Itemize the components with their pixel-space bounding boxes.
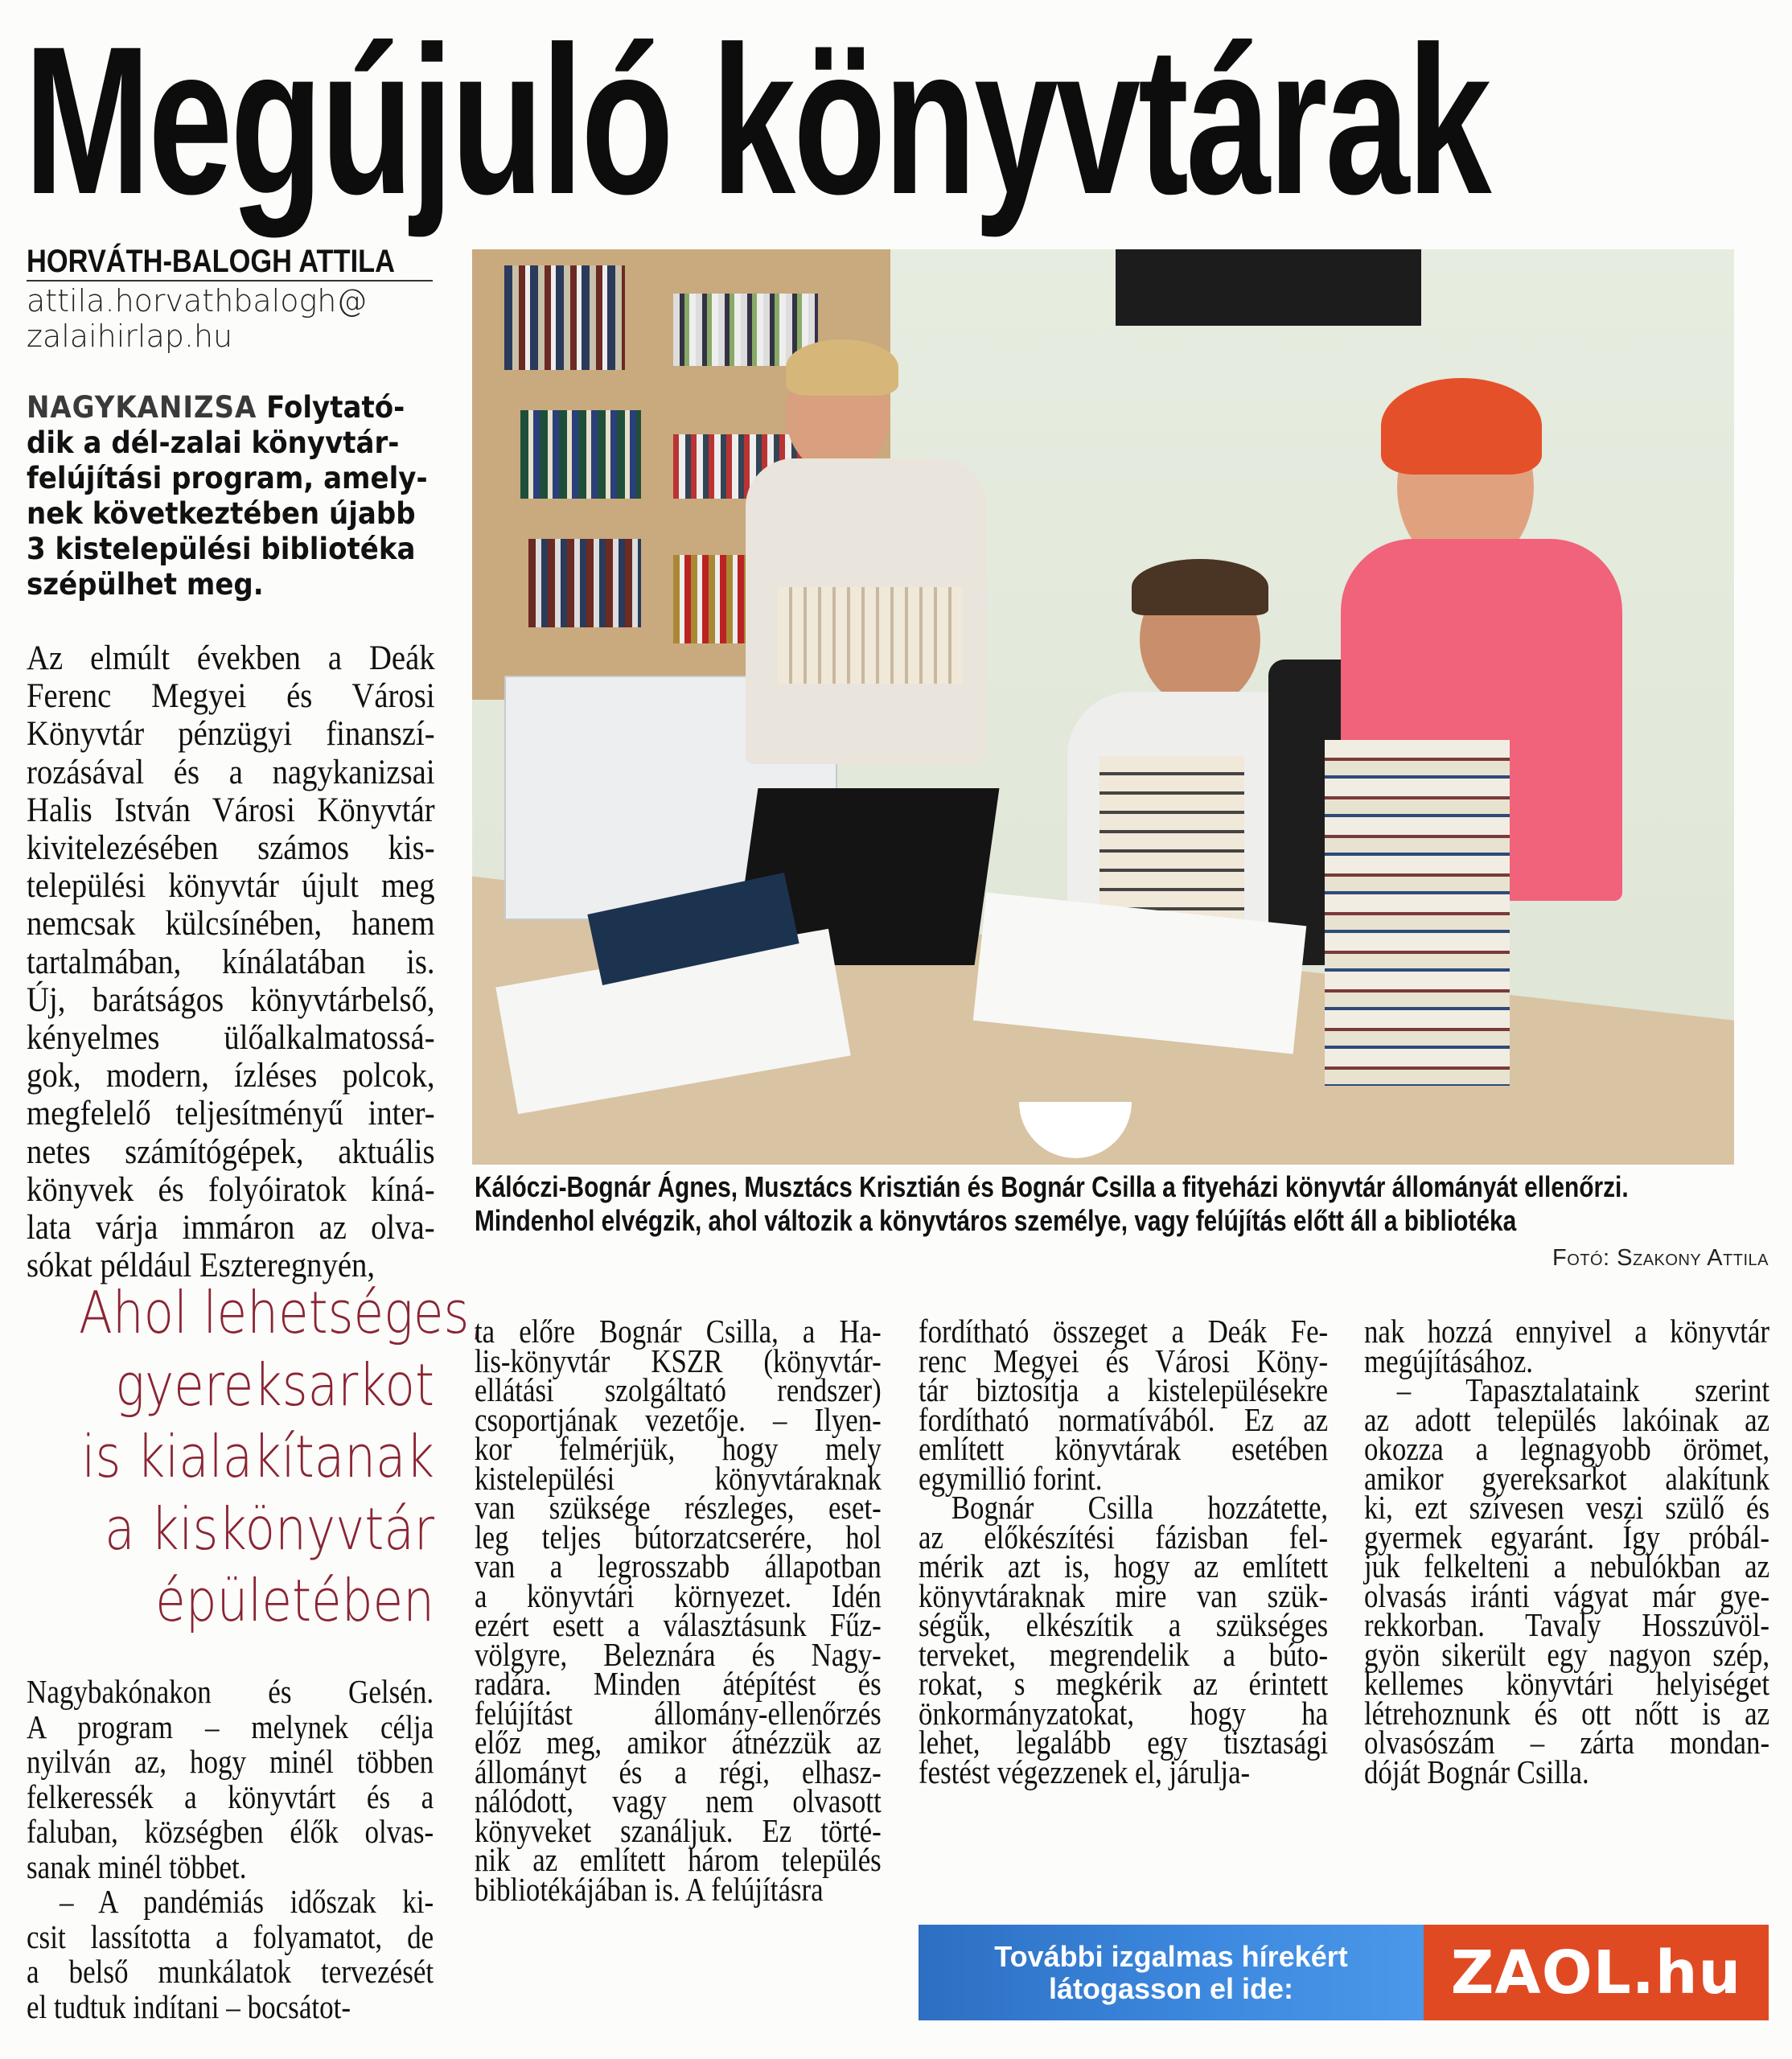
text-line: olvasás iránti vágyat már gye- <box>1364 1576 1770 1614</box>
text-line: renc Megyei és Városi Köny- <box>919 1342 1329 1379</box>
text-line: önkormányzatokat, hogy ha <box>919 1694 1329 1732</box>
text-line: nemcsak külcsínében, hanem <box>27 905 435 943</box>
text-line: könyvtáraknak mire van szük- <box>919 1576 1329 1614</box>
text-line: Új, barátságos könyvtárbelső, <box>27 980 435 1019</box>
text-line: felújítást állomány-ellenőrzés <box>475 1694 882 1732</box>
text-line: sanak minél többet. <box>27 1847 247 1885</box>
text-line: radára. Minden átépítést és <box>475 1665 882 1702</box>
text-line: Nagybakónakon és Gelsén. <box>27 1673 434 1710</box>
text-line: ezért esett a választásunk Fűz- <box>475 1606 882 1643</box>
text-line: lehet, legalább egy tisztasági <box>919 1724 1329 1761</box>
text-line: a könyvtári környezet. Idén <box>475 1576 882 1614</box>
text-line: a belső munkálatok tervezését <box>27 1953 434 1990</box>
books-in-hands <box>778 587 963 684</box>
text-line: előz meg, amikor átnézzük az <box>475 1724 882 1761</box>
text-line: – A pandémiás időszak ki- <box>60 1883 434 1920</box>
text-line: az adott település lakóinak az <box>1364 1400 1770 1438</box>
person-hair <box>1132 559 1268 615</box>
lead-line <box>27 567 441 602</box>
text-line: tartalmában, kínálatában is. <box>27 943 435 981</box>
text-line: netes számítógépek, aktuális <box>27 1132 435 1171</box>
body-column-2 <box>475 1313 882 1908</box>
banner-line-1: További izgalmas hírekért <box>994 1939 1348 1973</box>
text-line: Könyvtár pénzügyi finanszí- <box>27 715 435 754</box>
person-hair <box>1381 378 1542 475</box>
text-line: gok, modern, ízléses polcok, <box>27 1057 435 1095</box>
body-column-3 <box>919 1313 1329 1790</box>
text-line: állományt és a régi, elhasz- <box>475 1753 882 1790</box>
lead-paragraph <box>27 390 441 602</box>
headline: Megújuló könyvtárak <box>24 2 1490 238</box>
zaol-banner[interactable] <box>919 1925 1769 2020</box>
books <box>528 539 641 627</box>
pull-quote-line: is kialakítanak <box>81 1423 434 1490</box>
lead-text: szépülhet meg. <box>27 567 264 602</box>
text-line: Az elmúlt években a Deák <box>27 639 435 677</box>
text-line: egymillió forint. <box>919 1459 1103 1497</box>
text-line: tár biztosítja a kistelepülésekre <box>919 1371 1329 1408</box>
pull-quote-line: a kiskönyvtár <box>105 1494 434 1563</box>
text-line: rozásával és a nagykanizsai <box>27 753 435 791</box>
caption-line-1: Kálóczi-Bognár Ágnes, Musztács Krisztián és Bognár Csilla a fityeházi könyvtár állományát ellenőrzi. <box>475 1170 1629 1203</box>
text-line: települési könyvtár újult meg <box>27 867 435 906</box>
text-line: kellemes könyvtári helyiséget <box>1364 1665 1770 1702</box>
photo-caption <box>475 1170 1676 1238</box>
text-line: nyilván az, hogy minél többen <box>27 1743 434 1780</box>
text-line: ellátási szolgáltató rendszer) <box>475 1371 882 1408</box>
text-line: gyön sikerült egy nagyon szép, <box>1364 1635 1770 1673</box>
caption-line-2: Mindenhol elvégzik, ahol változik a könyvtáros személye, vagy felújítás előtt áll a bibliotéka <box>475 1204 1517 1237</box>
author-email-line2[interactable]: zalaihirlap.hu <box>27 319 233 354</box>
text-line: fordítható összeget a Deák Fe- <box>919 1313 1329 1350</box>
books <box>504 265 625 370</box>
dateline: NAGYKANIZSA <box>27 390 257 425</box>
text-line: terveket, megrendelik a búto- <box>919 1635 1329 1673</box>
text-line: kistelepülési könyvtáraknak <box>475 1459 882 1497</box>
body-column-1-bottom <box>27 1675 434 2024</box>
text-line: az előkészítési fázisban fel- <box>919 1518 1329 1556</box>
text-line: dóját Bognár Csilla. <box>1364 1753 1589 1790</box>
text-line: van a legrosszabb állapotban <box>475 1547 882 1584</box>
text-line: rokat, s megkérik az érintett <box>919 1665 1329 1702</box>
pull-quote-line: Ahol lehetséges, <box>79 1279 485 1346</box>
text-line: nálódott, vagy nem olvasott <box>475 1782 882 1819</box>
lead-line <box>27 496 441 532</box>
text-line: lis-könyvtár KSZR (könyvtár- <box>475 1342 882 1379</box>
text-line: festést végezzenek el, járulja- <box>919 1753 1251 1790</box>
text-line: létrehoznunk és ott nőtt is az <box>1364 1694 1770 1732</box>
lead-text: dik a dél-zalai könyvtár- <box>27 425 400 460</box>
text-line: könyvek és folyóiratok kíná- <box>27 1170 435 1209</box>
author-name: HORVÁTH-BALOGH ATTILA <box>27 243 433 282</box>
banner-line-2: látogasson el ide: <box>1048 1971 1294 2005</box>
text-line: kényelmes ülőalkalmatossá- <box>27 1019 435 1058</box>
lead-text: Folytató- <box>266 390 405 425</box>
text-line: olvasószám – zárta mondan- <box>1364 1724 1770 1761</box>
text-line: – Tapasztalataink szerint <box>1396 1371 1770 1408</box>
text-line: nik az említett három település <box>475 1841 882 1878</box>
author-email-line1[interactable]: attila.horvathbalogh@ <box>27 283 368 319</box>
text-line: ta előre Bognár Csilla, a Ha- <box>475 1313 882 1350</box>
lead-line <box>27 425 441 461</box>
pull-quote-line: gyereksarkot <box>115 1350 434 1419</box>
text-line: Ferenc Megyei és Városi <box>27 677 435 716</box>
text-line: amikor gyereksarkot alakítunk <box>1364 1459 1770 1497</box>
book-stack <box>1325 740 1510 1086</box>
lead-text: nek következtében újabb <box>27 496 416 531</box>
text-line: bibliotékájában is. A felújításra <box>475 1870 824 1908</box>
pull-quote <box>16 1277 485 1638</box>
body-column-1-top <box>27 639 435 1284</box>
books <box>520 410 641 499</box>
body-column-4 <box>1364 1313 1770 1790</box>
text-line: csoportjának vezetője. – Ilyen- <box>475 1400 882 1438</box>
text-line: van szüksége részleges, eset- <box>475 1489 882 1526</box>
text-line: völgyre, Beleznára és Nagy- <box>475 1635 882 1673</box>
lead-line <box>27 390 441 425</box>
text-line: nak hozzá ennyivel a könyvtár <box>1364 1313 1770 1350</box>
lead-text: felújítási program, amely- <box>27 461 428 495</box>
lead-text: 3 kistelepülési bibliotéka <box>27 532 416 566</box>
pull-quote-line: épületében <box>155 1567 435 1634</box>
text-line: sókat például Eszteregnyén, <box>27 1247 376 1285</box>
lead-line <box>27 532 441 567</box>
text-line: A program – melynek célja <box>27 1708 434 1745</box>
text-line: csit lassította a folyamatot, de <box>27 1917 434 1955</box>
text-line: leg teljes bútorzatcserére, hol <box>475 1518 882 1556</box>
text-line: megújításához. <box>1364 1342 1534 1379</box>
article-photo <box>472 249 1734 1165</box>
text-line: Bognár Csilla hozzátette, <box>951 1489 1329 1526</box>
lead-line <box>27 461 441 496</box>
text-line: kor felmérjük, hogy mely <box>475 1430 882 1467</box>
text-line: lata várja immáron az olva- <box>27 1209 435 1247</box>
text-line: könyveket szanáljuk. Ez törté- <box>475 1811 882 1849</box>
text-line: mérik azt is, hogy az említett <box>919 1547 1329 1584</box>
text-line: gyermek egyaránt. Így próbál- <box>1364 1518 1770 1556</box>
text-line: juk felkelteni a nebulókban az <box>1364 1547 1770 1584</box>
text-line: megfelelő teljesítményű inter- <box>27 1095 435 1133</box>
photo-credit: Fotó: Szakony Attila <box>1552 1245 1769 1271</box>
television <box>1116 249 1421 326</box>
text-line: ki, ezt szívesen veszi szülő és <box>1364 1489 1770 1526</box>
text-line: fordítható normatívából. Ez az <box>919 1400 1329 1438</box>
person-hair <box>786 339 898 396</box>
text-line: okozza a legnagyobb örömet, <box>1364 1430 1770 1467</box>
text-line: ségük, elkészítik a szükséges <box>919 1606 1329 1643</box>
zaol-logo[interactable]: ZAOL.hu <box>1424 1925 1769 2020</box>
text-line: említett könyvtárak esetében <box>919 1430 1329 1467</box>
text-line: el tudtuk indítani – bocsátot- <box>27 1987 351 2025</box>
text-line: kivitelezésében számos kis- <box>27 829 435 868</box>
banner-text[interactable] <box>919 1925 1424 2020</box>
text-line: rekkorban. Tavaly Hosszúvöl- <box>1364 1606 1770 1643</box>
text-line: felkeressék a könyvtárt és a <box>27 1777 434 1815</box>
text-line: Halis István Városi Könyvtár <box>27 791 435 829</box>
text-line: faluban, községben élők olvas- <box>27 1813 434 1850</box>
